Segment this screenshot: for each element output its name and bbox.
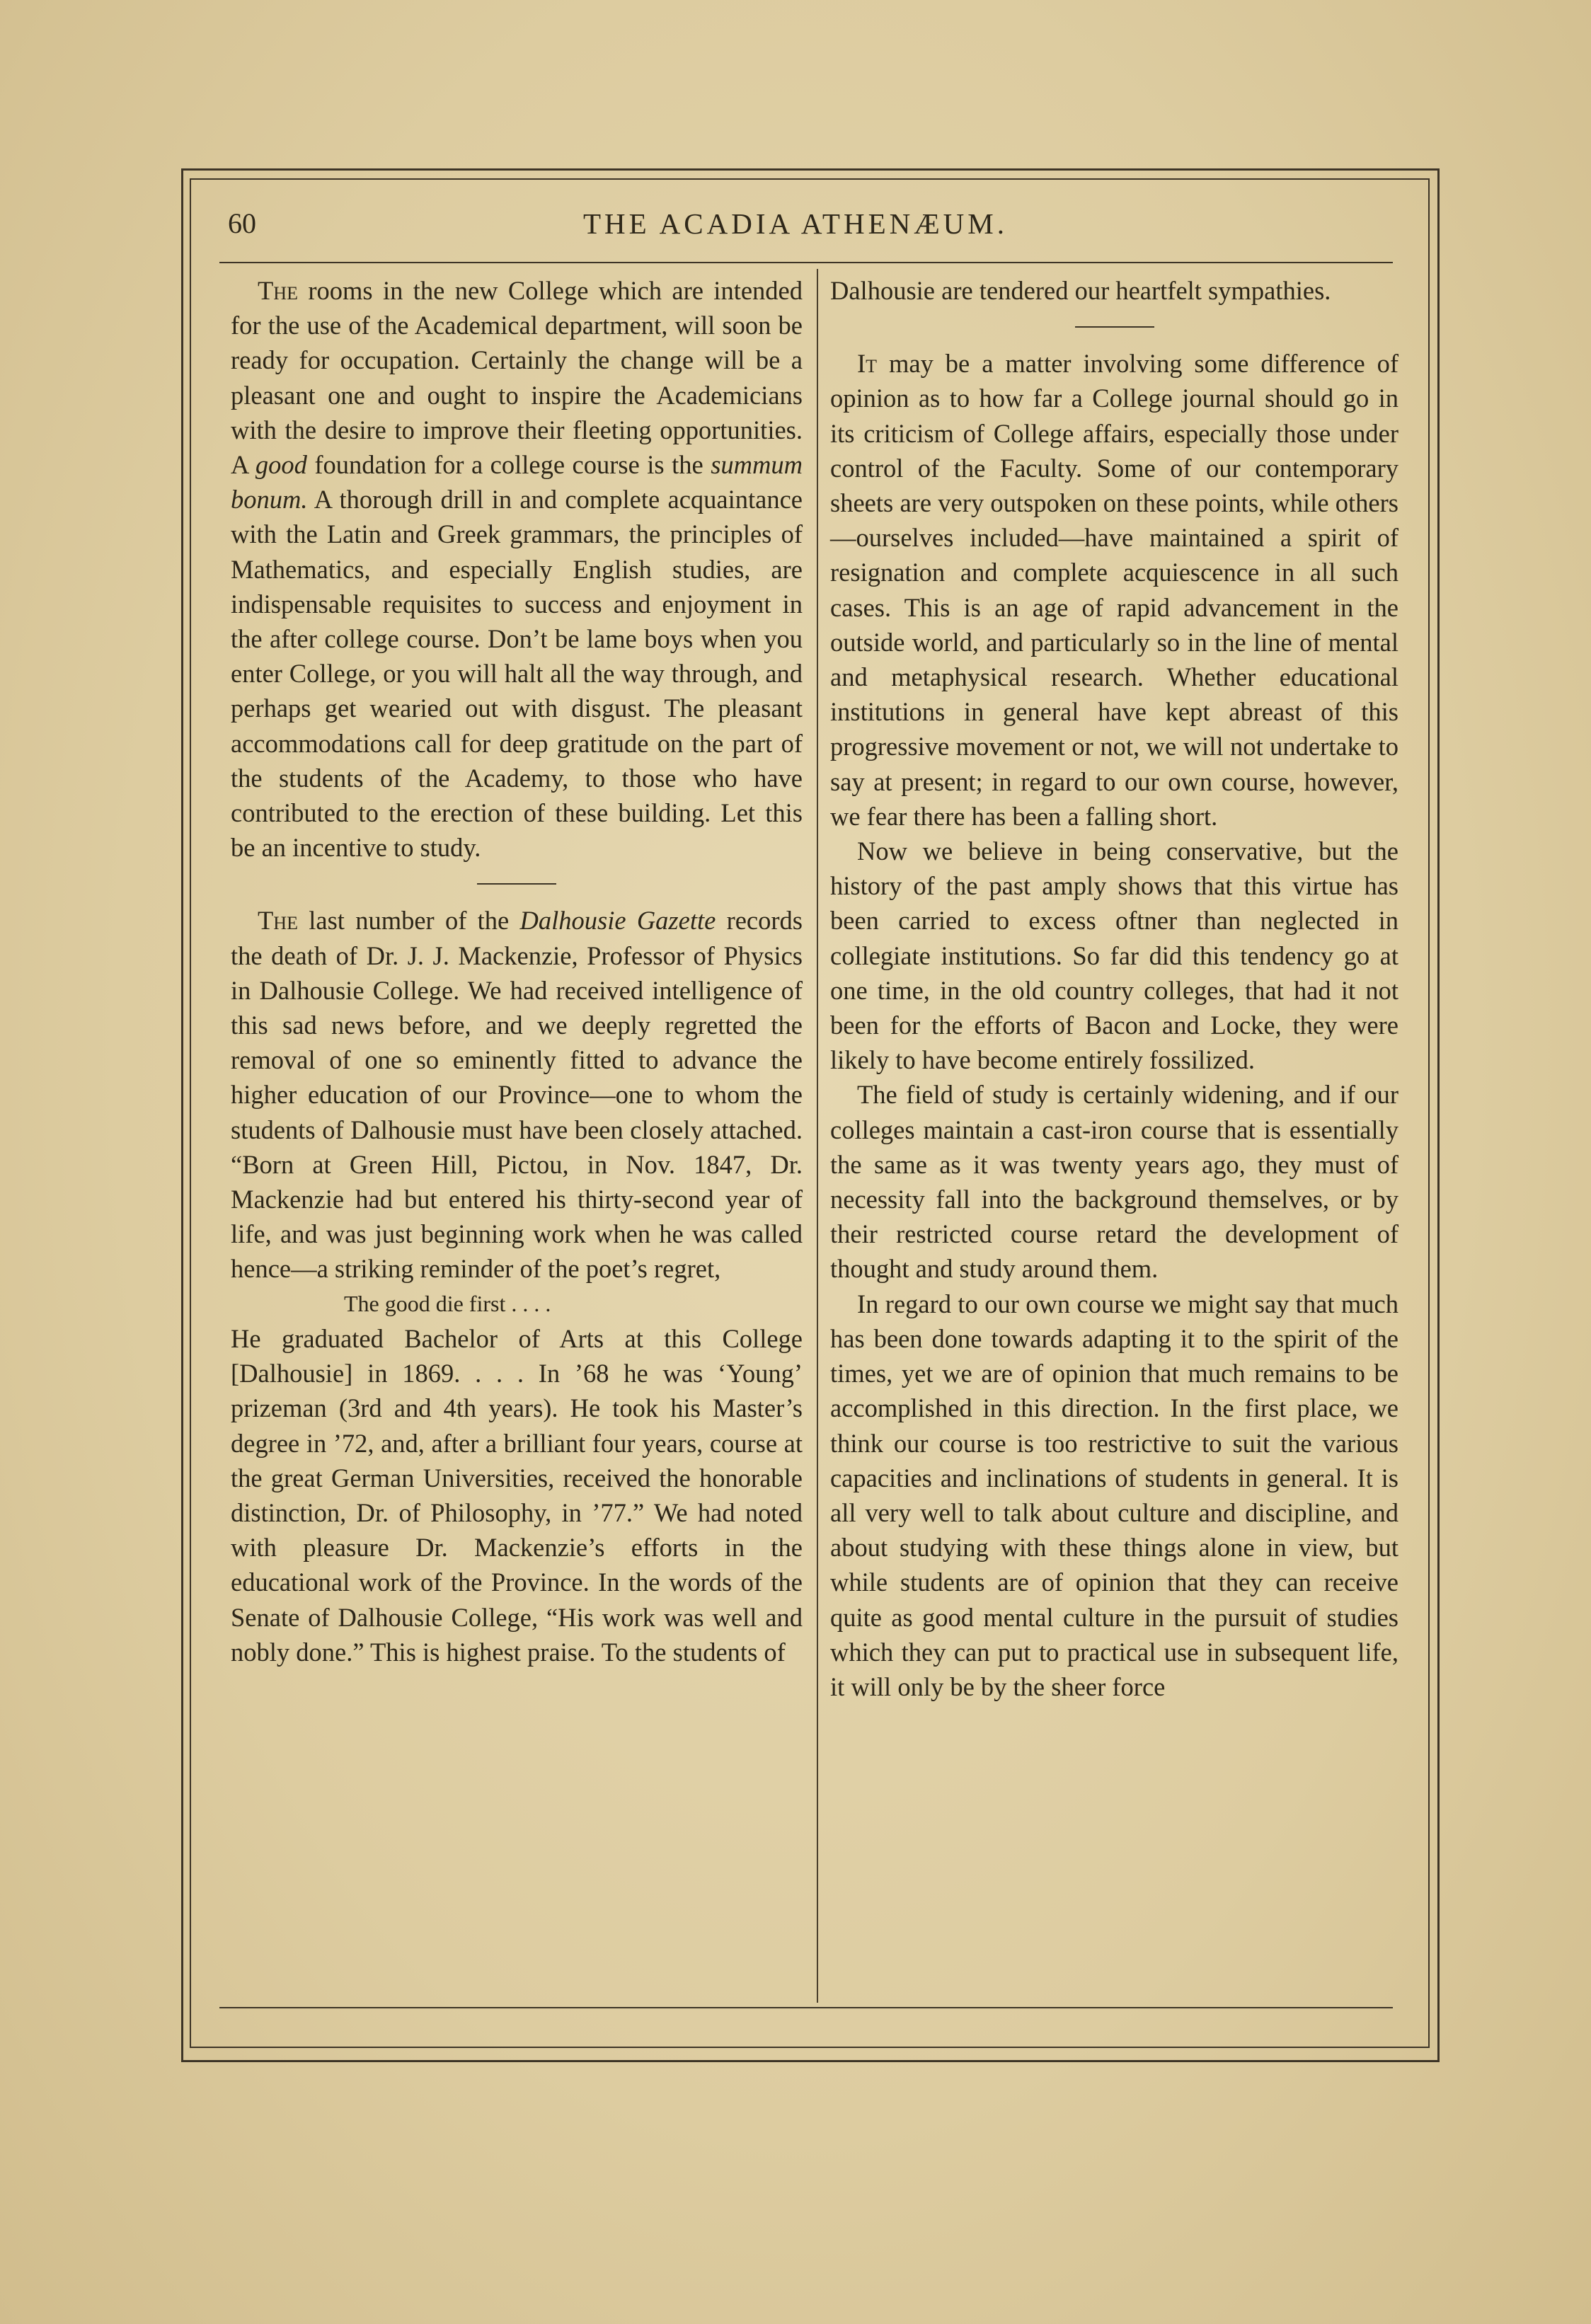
running-head-title: THE ACADIA ATHENÆUM. bbox=[583, 207, 1008, 240]
article-mackenzie-obituary bbox=[231, 903, 803, 1286]
article-text: records the death of Dr. J. J. Mackenzie, Professor of Physics in Dalhousie College. We had received intelligence of this sad news before, and we deeply regretted the removal of one so eminently fitted to advance the higher education of our Province—one to whom the students of Dalhousie must have been closely attached. “Born at Green Hill, Pictou, in Nov. 1847, Dr. Mackenzie had but entered his thirty-second year of life, and was just beginning work when he was called hence—a striking reminder of the poet’s regret, bbox=[231, 906, 803, 1284]
article-text: foundation for a college course is the bbox=[306, 450, 711, 480]
section-separator bbox=[1075, 326, 1154, 328]
italic-emphasis: summum bonum. bbox=[231, 450, 803, 514]
paragraph: The field of study is certainly widening, and if our colleges maintain a cast-iron course that is essentially the same as it was twenty years ago, they must of necessity fall into the background themselves, or by their restricted course retard the development of thought and study around them. bbox=[830, 1080, 1398, 1284]
paragraph: In regard to our own course we might say that much has been done towards adapting it to the spirit of the times, yet we are of opinion that much remains to be accomplished in this direction. In the first place, we think our course is too restrictive to suit the various capacities and inclinations of students in general. It is all very well to talk about culture and discipline, and about studying with these things alone in view, but while students are of opinion that they can receive quite as good mental culture in the pursuit of studies which they can put to practical use in subsequent life, it will only be by the sheer force bbox=[830, 1289, 1398, 1701]
article-text: may be a matter involving some difference of opinion as to how far a College journal should go in its criticism of College affairs, especially those under control of the Faculty. Some of our contemporary sheets are very outspoken on these points, while others—ourselves included—have maintained a spirit of resignation and complete acquiescence in all such cases. This is an age of rapid advancement in the outside world, and particularly so in the line of mental and metaphysical research. Whether educational institutions in general have kept abreast of this progressive movement or not, we will not undertake to say at present; in regard to our own course, however, we fear there has been a falling short. bbox=[830, 349, 1398, 831]
page-number: 60 bbox=[228, 207, 256, 239]
article-lead-word: The bbox=[258, 906, 298, 936]
italic-emphasis: good bbox=[255, 450, 307, 480]
article-text: last number of the bbox=[297, 906, 520, 936]
poem-quote: The good die first . . . . bbox=[344, 1290, 551, 1316]
article-text-continued: He graduated Bachelor of Arts at this College [Dalhousie] in 1869. . . . In ’68 he was ‘Young’ prizeman (3rd and 4th years). He took his Master’s degree in ’72, and, after a brilliant four years, course at the great German Universities, received the honorable distinction, Dr. of Philosophy, in ’77.” We had noted with pleasure Dr. Mackenzie’s efforts in the educational work of the Province. In the words of the Senate of Dalhousie College, “His work was well and nobly done.” This is highest praise. To the students of bbox=[231, 1323, 803, 1667]
article-text: A thorough drill in and complete acquaintance with the Latin and Greek grammars, the principles of Mathematics, and especially English studies, are indispensable requisites to success and enjoyment in the after college course. Don’t be lame boys when you enter College, or you will halt all the way through, and perhaps get wearied out with disgust. The pleasant accommodations call for deep gratitude on the part of the students of the Academy, to those who have contributed to the erection of these building. Let this be an incentive to study. bbox=[231, 485, 803, 863]
continued-text: Dalhousie are tendered our heartfelt sympathies. bbox=[830, 276, 1331, 305]
header-rule bbox=[219, 262, 1393, 263]
column-divider bbox=[817, 269, 818, 2003]
article-text: rooms in the new College which are intended for the use of the Academical department, will soon be ready for occupation. Certainly the change will be a pleasant one and ought to inspire the Academicians with the desire to improve their fleeting opportunities. A bbox=[231, 276, 803, 480]
publication-title: Dalhousie Gazette bbox=[519, 906, 716, 936]
article-college-journal-criticism bbox=[830, 346, 1398, 834]
footer-rule bbox=[219, 2007, 1393, 2008]
paragraph: Now we believe in being conservative, but the history of the past amply shows that this virtue has been carried to excess oftner than neglected in collegiate institutions. So far did this tendency go at one time, in the old country colleges, that had it not been for the efforts of Bacon and Locke, they were likely to have become entirely fossilized. bbox=[830, 836, 1398, 1075]
article-lead-word: The bbox=[258, 276, 298, 305]
section-separator bbox=[477, 883, 556, 885]
left-column bbox=[231, 273, 803, 1669]
right-column bbox=[830, 273, 1398, 1704]
article-academical-rooms bbox=[231, 273, 803, 865]
article-lead-word: It bbox=[857, 349, 878, 379]
